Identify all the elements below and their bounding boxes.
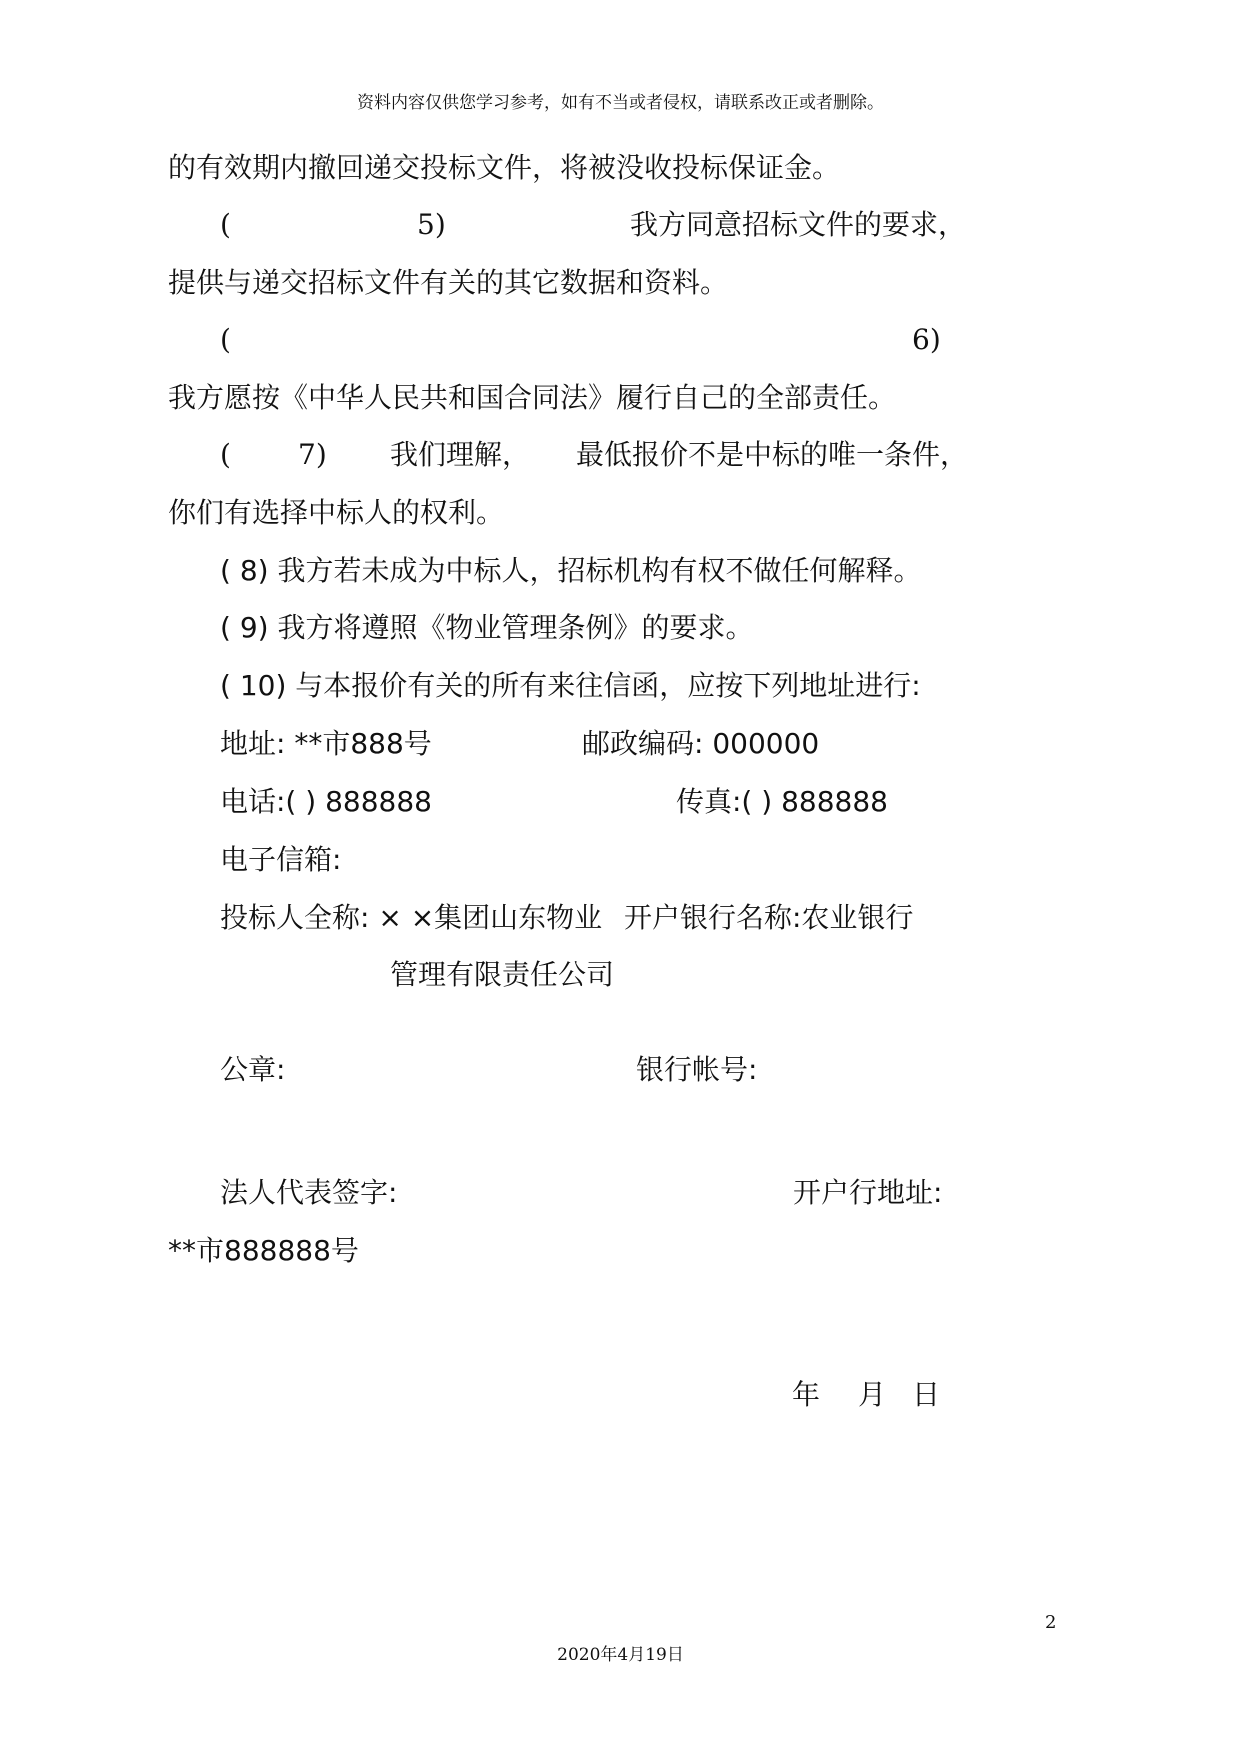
contact-postcode: 邮政编码: 000000 <box>582 727 820 760</box>
date-year: 年 <box>792 1378 821 1411</box>
date-month: 月 <box>858 1378 887 1411</box>
bidder-full-name-continuation: 管理有限责任公司 <box>390 958 615 991</box>
contact-phone: 电话:( ) 888888 <box>220 785 432 818</box>
bank-name: 开户银行名称:农业银行 <box>624 901 914 934</box>
item7-text-a: 我们理解， <box>390 438 531 471</box>
item5-paren: ( <box>220 208 231 241</box>
contact-fax: 传真:( ) 888888 <box>676 785 888 818</box>
footer-date: 2020年4月19日 <box>557 1645 684 1665</box>
item10: ( 10) 与本报价有关的所有来往信函，应按下列地址进行: <box>220 669 921 702</box>
item9: ( 9) 我方将遵照《物业管理条例》的要求。 <box>220 611 754 644</box>
legal-rep-signature-label: 法人代表签字: <box>220 1176 398 1209</box>
body-line-1: 的有效期内撤回递交投标文件，将被没收投标保证金。 <box>168 151 841 184</box>
item7-paren: ( <box>220 438 231 471</box>
bank-address-value: **市888888号 <box>168 1234 359 1267</box>
item5-continuation: 提供与递交招标文件有关的其它数据和资料。 <box>168 266 729 299</box>
item5-number: 5) <box>417 208 446 241</box>
bank-account-label: 银行帐号: <box>636 1053 758 1086</box>
item5-text: 我方同意招标文件的要求， <box>630 208 967 241</box>
bank-address-label: 开户行地址: <box>793 1176 943 1209</box>
date-day: 日 <box>912 1378 941 1411</box>
item8: ( 8) 我方若未成为中标人，招标机构有权不做任何解释。 <box>220 554 922 587</box>
item6-paren: ( <box>220 323 231 356</box>
item6-continuation: 我方愿按《中华人民共和国合同法》履行自己的全部责任。 <box>168 381 897 414</box>
page-number: 2 <box>1045 1612 1057 1633</box>
item6-number: 6) <box>912 323 941 356</box>
contact-address: 地址: **市888号 <box>220 727 432 760</box>
contact-email: 电子信箱: <box>220 843 342 876</box>
item7-continuation: 你们有选择中标人的权利。 <box>168 496 505 529</box>
item7-text-b: 最低报价不是中标的唯一条件， <box>576 438 969 471</box>
item7-number: 7) <box>298 438 327 471</box>
bidder-full-name: 投标人全称: × ×集团山东物业 <box>220 901 603 934</box>
page-header-disclaimer: 资料内容仅供您学习参考，如有不当或者侵权，请联系改正或者删除。 <box>357 93 884 113</box>
seal-label: 公章: <box>220 1053 286 1086</box>
